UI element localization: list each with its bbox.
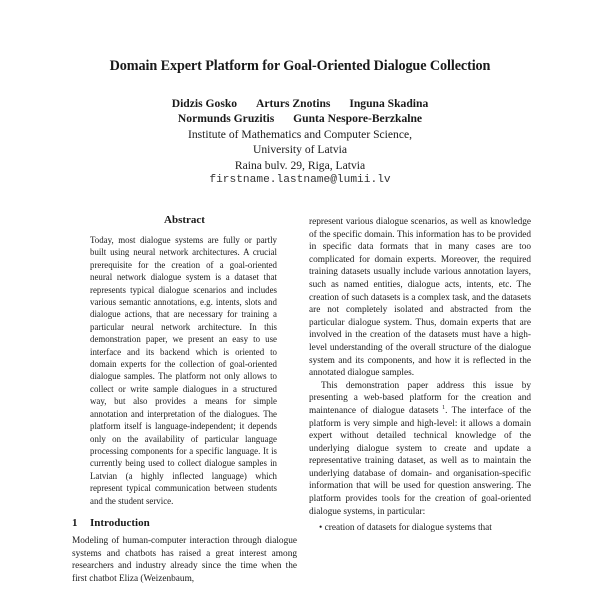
paragraph-text: . The interface of the platform is very simple and high-level: it allows a domain expert without detailed technical knowledge of the underlying dialogue system to create and update a representative training dataset, as well as to maintain the underlying database of domain- and organisation-specific information that will be used for question answering. The platform provides tools for the creation of goal-oriented dialogue systems, in particular: <box>309 405 531 517</box>
section-heading-introduction <box>72 517 297 529</box>
abstract-heading: Abstract <box>164 214 205 226</box>
footnote-marker: 1 <box>442 404 446 411</box>
right-column <box>309 216 531 535</box>
list-item: • creation of datasets for dialogue systems that <box>319 523 492 534</box>
author-name: Gunta Nespore-Berzkalne <box>293 112 423 126</box>
author-name: Normunds Gruzitis <box>177 112 275 126</box>
introduction-paragraph: Modeling of human-computer interaction through dialogue systems and chatbots has raised a great interest among researchers and industry already since the time when the first chatbot Eliza (Weizenbaum, <box>72 535 297 584</box>
author-block <box>0 96 600 188</box>
author-name: Inguna Skadina <box>349 97 429 110</box>
affiliation-line: University of Latvia <box>252 143 347 157</box>
abstract-text: Today, most dialogue systems are fully or partly built using neural network architectures. A crucial prerequisite for the creation of a goal-oriented neural network dialogue system is a dataset that represents typical dialogue scenarios and includes various semantic annotations, e.g. intents, slots and dialogue actions, that are necessary for training a particular neural network architecture. In this demonstration paper, we present an easy to use interface and its backend which is oriented to domain experts for the collection of goal-oriented dialogue samples. The platform not only allows to collect or write sample dialogues in a structured way, but also provides a means for simple annotation and interpretation of the dialogues. The platform itself is language-independent; it depends only on the availability of particular language processing components for a specific language. It is currently being used to collect dialogue samples in Latvian (a highly inflected language) which represent typical communication between students and the student service. <box>90 235 277 506</box>
left-column <box>72 214 297 585</box>
paragraph-text: This demonstration paper address this issue by presenting a web-based platform for the creation and maintenance of dialogue datasets <box>309 380 531 416</box>
section-number: 1 <box>72 516 78 529</box>
authors-row-2 <box>0 111 600 126</box>
author-name: Didzis Gosko <box>171 97 238 110</box>
section-title: Introduction <box>90 516 150 529</box>
author-email: firstname.lastname@lumii.lv <box>209 174 391 187</box>
body-paragraph <box>309 380 531 519</box>
paper-title: Domain Expert Platform for Goal-Oriented Dialogue Collection <box>109 58 491 74</box>
address: Raina bulv. 29, Riga, Latvia <box>234 158 366 172</box>
authors-row-1 <box>0 96 600 111</box>
author-name: Arturs Znotins <box>256 97 331 110</box>
body-paragraph: represent various dialogue scenarios, as well as knowledge of the specific domain. This information has to be provided in specific data formats that in many cases are too complicated for domain experts. Moreover, the required training datasets usually include various annotation layers, such as named entities, dialogue acts, intents, etc. The creation of such datasets is a complex task, and the datasets are not completely isolated and abstracted from the particular dialogue system. Thus, domain experts that are involved in the creation of the datasets must have a high-level understanding of the overall structure of the dialogue system and its components, and how it is reflected in the annotated dialogue samples. <box>309 217 531 379</box>
list-item-text: creation of datasets for dialogue systems that <box>324 523 492 534</box>
affiliation-line: Institute of Mathematics and Computer Science, <box>187 127 413 141</box>
